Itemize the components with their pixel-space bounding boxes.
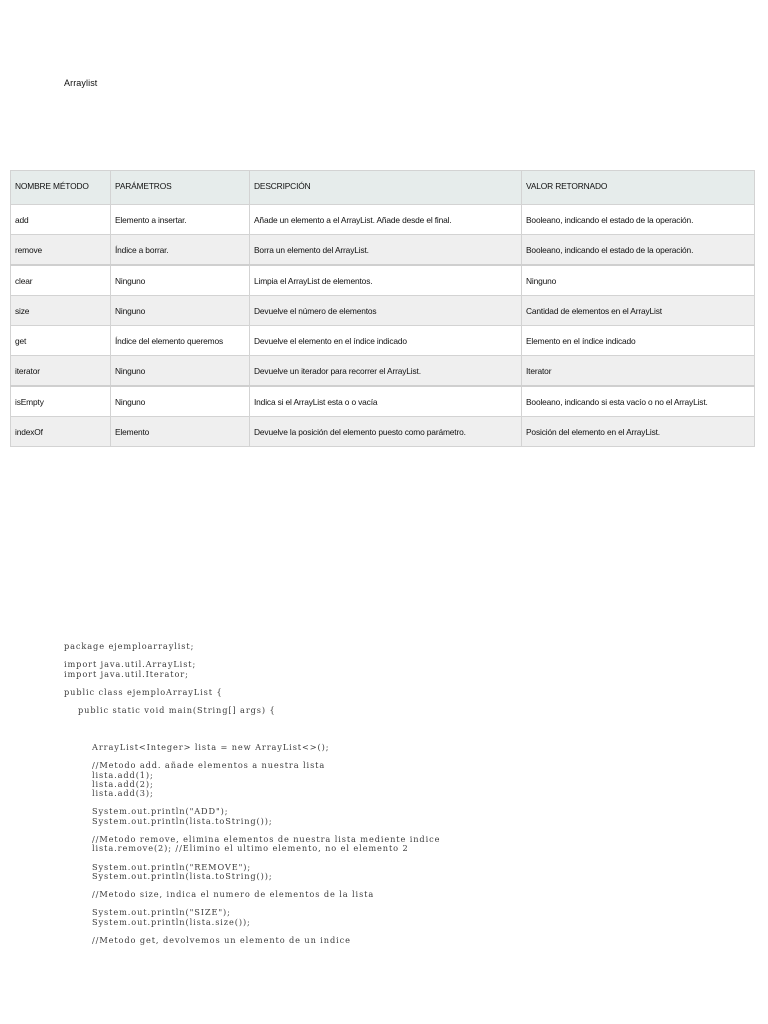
code-line — [64, 716, 440, 725]
cell-method: add — [11, 205, 111, 235]
table-row — [11, 356, 755, 387]
cell-description: Devuelve el elemento en el índice indicado — [250, 326, 522, 356]
cell-method: clear — [11, 265, 111, 296]
cell-return: Iterator — [522, 356, 755, 387]
code-line: System.out.println(lista.size()); — [64, 916, 251, 927]
cell-return: Booleano, indicando el estado de la operación. — [522, 205, 755, 235]
code-line: import java.util.Iterator; — [64, 668, 189, 679]
cell-parameters: Ninguno — [111, 356, 250, 387]
header-method-name: NOMBRE MÉTODO — [11, 171, 111, 205]
code-line: //Metodo get, devolvemos un elemento de un indice — [64, 935, 351, 945]
code-listing — [64, 642, 440, 945]
code-line: System.out.println("SIZE"); — [64, 907, 231, 918]
cell-method: iterator — [11, 356, 111, 387]
header-return-value: VALOR RETORNADO — [522, 171, 755, 205]
cell-description: Devuelve el número de elementos — [250, 296, 522, 326]
cell-parameters: Índice del elemento queremos — [111, 326, 250, 356]
document-title: Arraylist — [64, 78, 98, 88]
code-line: package ejemploarraylist; — [64, 641, 195, 651]
cell-parameters: Índice a borrar. — [111, 235, 250, 266]
table-row — [11, 296, 755, 326]
cell-description: Indica si el ArrayList esta o o vacía — [250, 386, 522, 417]
header-parameters: PARÁMETROS — [111, 171, 250, 205]
cell-parameters: Elemento — [111, 417, 250, 447]
code-line: System.out.println(lista.toString()); — [64, 870, 273, 881]
cell-method: size — [11, 296, 111, 326]
cell-description: Devuelve un iterador para recorrer el ArrayList. — [250, 356, 522, 387]
cell-return: Ninguno — [522, 265, 755, 296]
cell-description: Añade un elemento a el ArrayList. Añade desde el final. — [250, 205, 522, 235]
table-row — [11, 265, 755, 296]
methods-table — [10, 170, 755, 447]
code-line: System.out.println(lista.toString()); — [64, 815, 273, 826]
code-line: System.out.println("REMOVE"); — [64, 861, 252, 872]
code-line: lista.add(1); — [64, 769, 154, 780]
table-row — [11, 205, 755, 235]
cell-return: Elemento en el índice indicado — [522, 326, 755, 356]
table-row — [11, 417, 755, 447]
code-line: //Metodo size, indica el numero de elementos de la lista — [64, 889, 375, 900]
cell-description: Borra un elemento del ArrayList. — [250, 235, 522, 266]
code-line — [64, 725, 440, 734]
cell-return: Posición del elemento en el ArrayList. — [522, 417, 755, 447]
cell-method: isEmpty — [11, 386, 111, 417]
cell-return: Booleano, indicando el estado de la operación. — [522, 235, 755, 266]
table-header-row — [11, 171, 755, 205]
cell-method: indexOf — [11, 417, 111, 447]
code-line: lista.remove(2); //Elimino el ultimo elemento, no el elemento 2 — [64, 843, 409, 854]
cell-parameters: Ninguno — [111, 386, 250, 417]
code-line: import java.util.ArrayList; — [64, 659, 197, 670]
cell-method: get — [11, 326, 111, 356]
code-line: System.out.println("ADD"); — [64, 806, 229, 817]
code-line: public static void main(String[] args) { — [64, 705, 276, 716]
table-row — [11, 386, 755, 417]
table-row — [11, 326, 755, 356]
code-line: //Metodo add. añade elementos a nuestra lista — [64, 760, 326, 771]
cell-description: Limpia el ArrayList de elementos. — [250, 265, 522, 296]
table-row — [11, 235, 755, 266]
code-line: public class ejemploArrayList { — [64, 686, 223, 697]
code-line: lista.add(2); — [64, 778, 154, 789]
cell-description: Devuelve la posición del elemento puesto como parámetro. — [250, 417, 522, 447]
cell-parameters: Ninguno — [111, 265, 250, 296]
code-line: ArrayList<Integer> lista = new ArrayList<>(); — [64, 742, 330, 753]
cell-method: remove — [11, 235, 111, 266]
cell-parameters: Ninguno — [111, 296, 250, 326]
cell-parameters: Elemento a insertar. — [111, 205, 250, 235]
code-line: //Metodo remove, elimina elementos de nuestra lista mediente indice — [64, 833, 441, 844]
header-description: DESCRIPCIÓN — [250, 171, 522, 205]
cell-return: Cantidad de elementos en el ArrayList — [522, 296, 755, 326]
cell-return: Booleano, indicando si esta vacío o no el ArrayList. — [522, 386, 755, 417]
code-line: lista.add(3); — [64, 788, 154, 798]
